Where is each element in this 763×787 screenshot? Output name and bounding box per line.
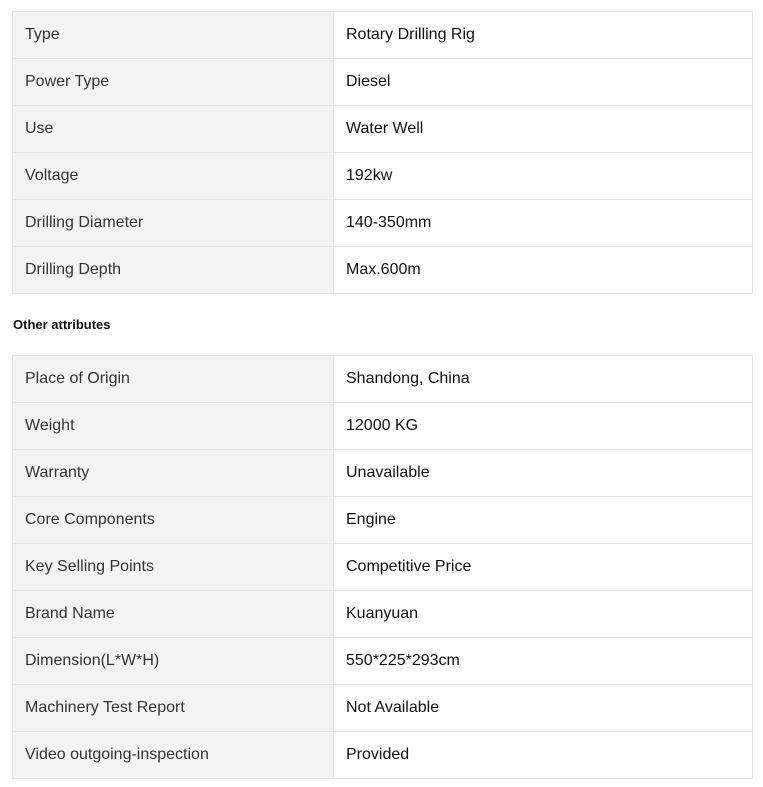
table-row	[13, 200, 753, 247]
attribute-value: Engine	[334, 497, 753, 544]
attribute-key: Use	[13, 106, 334, 153]
attribute-value: Shandong, China	[334, 356, 753, 403]
attribute-key: Warranty	[13, 450, 334, 497]
main-attributes-body	[13, 12, 753, 294]
table-row	[13, 497, 753, 544]
table-row	[13, 106, 753, 153]
other-attributes-body	[13, 356, 753, 779]
attribute-key: Core Components	[13, 497, 334, 544]
attribute-key: Weight	[13, 403, 334, 450]
table-row	[13, 12, 753, 59]
attribute-key: Power Type	[13, 59, 334, 106]
attribute-key: Video outgoing-inspection	[13, 732, 334, 779]
attribute-key: Place of Origin	[13, 356, 334, 403]
attribute-value: 140-350mm	[334, 200, 753, 247]
attribute-key: Machinery Test Report	[13, 685, 334, 732]
attribute-value: Water Well	[334, 106, 753, 153]
attribute-value: Kuanyuan	[334, 591, 753, 638]
attribute-key: Drilling Depth	[13, 247, 334, 294]
table-row	[13, 638, 753, 685]
attribute-value: Competitive Price	[334, 544, 753, 591]
main-attributes-table	[12, 11, 753, 294]
other-attributes-heading: Other attributes	[13, 317, 111, 332]
table-row	[13, 685, 753, 732]
attribute-value: 550*225*293cm	[334, 638, 753, 685]
attribute-key: Dimension(L*W*H)	[13, 638, 334, 685]
attribute-key: Key Selling Points	[13, 544, 334, 591]
attribute-value: Not Available	[334, 685, 753, 732]
attribute-value: Max.600m	[334, 247, 753, 294]
attribute-value: Provided	[334, 732, 753, 779]
table-row	[13, 544, 753, 591]
attribute-value: 12000 KG	[334, 403, 753, 450]
table-row	[13, 591, 753, 638]
attribute-key: Voltage	[13, 153, 334, 200]
attribute-value: Unavailable	[334, 450, 753, 497]
other-attributes-table	[12, 355, 753, 779]
attribute-value: Rotary Drilling Rig	[334, 12, 753, 59]
attribute-key: Type	[13, 12, 334, 59]
attribute-value: Diesel	[334, 59, 753, 106]
table-row	[13, 59, 753, 106]
table-row	[13, 247, 753, 294]
attribute-value: 192kw	[334, 153, 753, 200]
table-row	[13, 153, 753, 200]
table-row	[13, 356, 753, 403]
attribute-key: Brand Name	[13, 591, 334, 638]
attribute-key: Drilling Diameter	[13, 200, 334, 247]
table-row	[13, 450, 753, 497]
table-row	[13, 732, 753, 779]
table-row	[13, 403, 753, 450]
